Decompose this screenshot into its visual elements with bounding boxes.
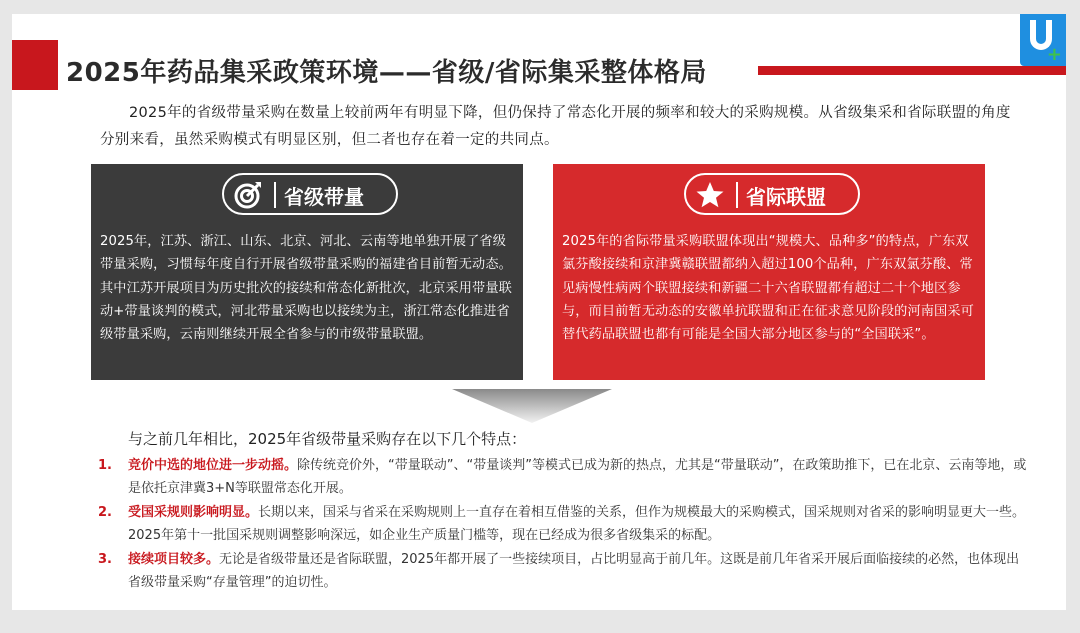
- feature-item: [98, 501, 1028, 547]
- feature-number: 3.: [98, 552, 112, 567]
- yilian-logo-icon: +: [1020, 14, 1066, 66]
- features-list: [98, 454, 1028, 595]
- feature-item: [98, 454, 1028, 500]
- page-title: 2025年药品集采政策环境——省级/省际集采整体格局: [66, 58, 707, 88]
- feature-text: 除传统竞价外，“带量联动”、“带量谈判”等模式已成为新的热点，尤其是“带量联动”，在政策助推下，已在北京、云南等地，或是依托京津冀3+N等联盟常态化开展。: [128, 458, 1027, 496]
- provincial-title: 省级带量: [284, 185, 364, 209]
- provincial-text: 2025年，江苏、浙江、山东、北京、河北、云南等地单独开展了省级带量采购，习惯每年度自行开展省级带量采购的福建省目前暂无动态。其中江苏开展项目为历史批次的接续和常态化新批次，北京采用带量联动+带量谈判的模式，河北带量采购也以接续为主，浙江常态化推进省级带量采购，云南则继续开展全省参与的市级带量联盟。: [100, 234, 512, 343]
- provincial-pill: [222, 173, 398, 215]
- interprovincial-text: 2025年的省际带量采购联盟体现出“规模大、品种多”的特点，广东双氯芬酸接续和京津冀赣联盟都纳入超过100个品种，广东双氯芬酸、常见病慢性病两个联盟接续和新疆二十六省联盟都有超过二十个地区参与，而目前暂无动态的安徽单抗联盟和正在征求意见阶段的河南国采可替代药品联盟也都有可能是全国大部分地区参与的“全国联采”。: [562, 234, 974, 343]
- slide: [12, 14, 1066, 610]
- feature-text: 长期以来，国采与省采在采购规则上一直存在着相互借鉴的关系，但作为规模最大的采购模式，国采规则对省采的影响明显更大一些。2025年第十一批国采规则调整影响深远，如企业生产质量门槛等，现在已经成为很多省级集采的标配。: [128, 505, 1026, 543]
- interprovincial-panel: [553, 164, 985, 380]
- feature-lead: 接续项目较多。: [128, 552, 220, 567]
- intro-paragraph: 2025年的省级带量采购在数量上较前两年有明显下降，但仍保持了常态化开展的频率和较大的采购规模。从省级集采和省际联盟的角度分别来看，虽然采购模式有明显区别，但二者也存在着一定的共同点。: [100, 105, 1011, 148]
- target-icon: [232, 179, 264, 211]
- feature-number: 2.: [98, 505, 112, 520]
- pill-divider: [274, 182, 276, 208]
- provincial-panel: [91, 164, 523, 380]
- feature-lead: 竞价中选的地位进一步动摇。: [128, 458, 298, 473]
- title-accent-block: [12, 40, 58, 90]
- interprovincial-pill: [684, 173, 860, 215]
- interprovincial-title: 省际联盟: [746, 185, 826, 209]
- star-icon: [694, 179, 726, 211]
- pill-divider: [736, 182, 738, 208]
- title-accent-line: [758, 66, 1066, 75]
- feature-number: 1.: [98, 458, 112, 473]
- features-heading: 与之前几年相比，2025年省级带量采购存在以下几个特点：: [128, 430, 527, 448]
- feature-item: [98, 548, 1028, 594]
- feature-text: 无论是省级带量还是省际联盟，2025年都开展了一些接续项目，占比明显高于前几年。这既是前几年省采开展后面临接续的必然，也体现出省级带量采购“存量管理”的迫切性。: [128, 552, 1020, 590]
- down-arrow-icon: [452, 389, 612, 423]
- feature-lead: 受国采规则影响明显。: [128, 505, 259, 520]
